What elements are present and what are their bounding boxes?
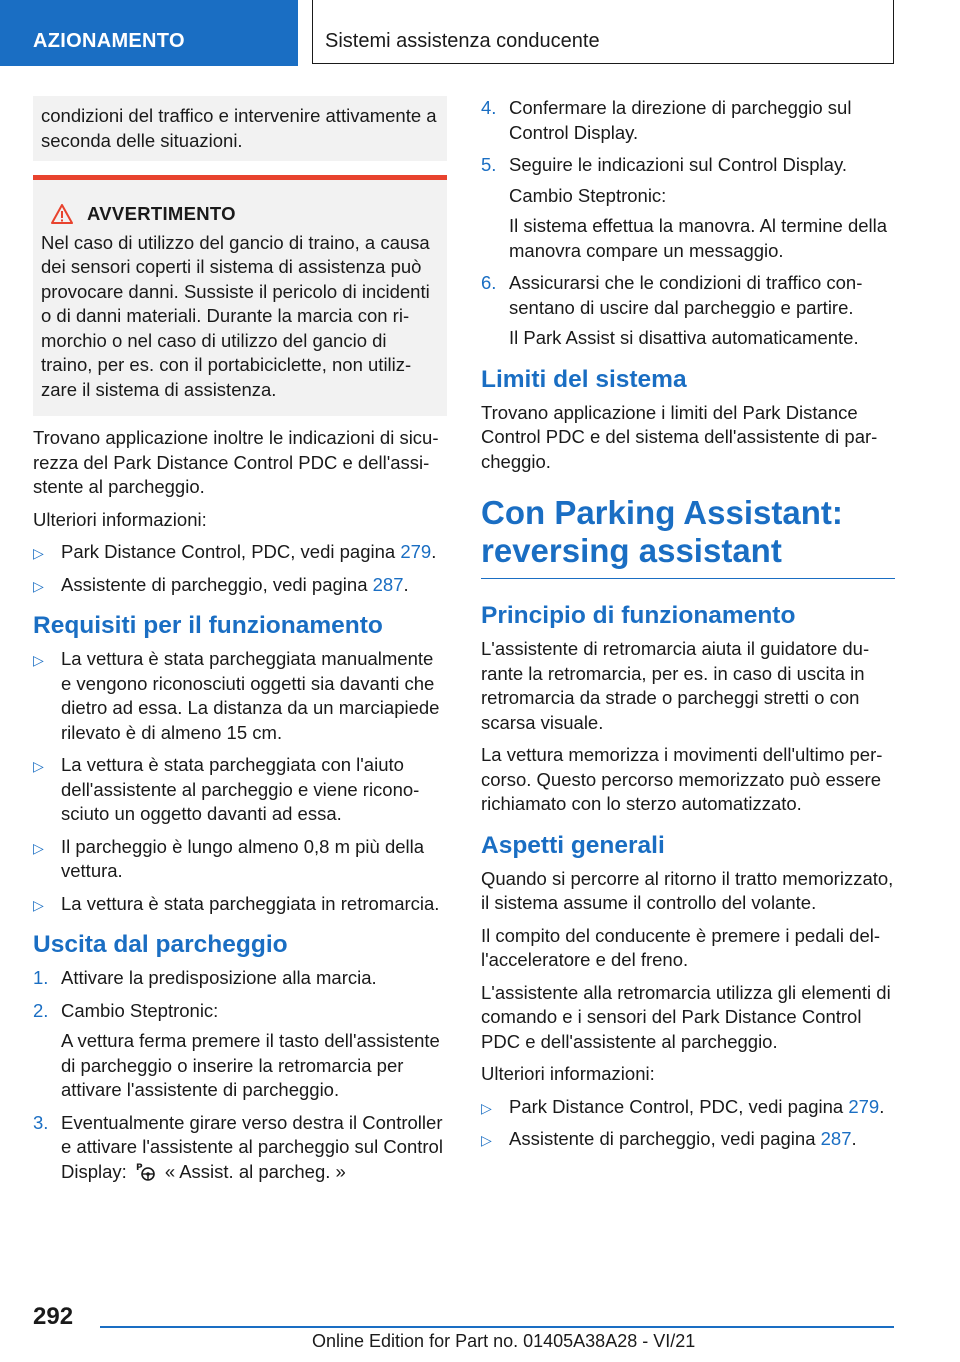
edition-note: Online Edition for Part no. 01405A38A28 - VI/21 [312, 1331, 696, 1351]
triangle-bullet-icon: ▷ [33, 577, 44, 594]
general-paragraph: L'assistente alla retromarcia utilizza gli elementi di comando e i sensori del Park Distance Control PDC e dell'assistente al parcheggio. [481, 981, 891, 1052]
step-item: 4. Confermare la direzione di parcheggio sul Control Display. [481, 97, 852, 143]
list-item: ▷ Assistente di parcheggio, vedi pagina 287. [481, 1127, 895, 1152]
general-paragraph: Quando si percorre al ritorno il tratto memorizzato, il sistema assume il controllo del volante. [481, 867, 894, 913]
triangle-bullet-icon: ▷ [33, 652, 44, 668]
step-item: 5. Seguire le indicazioni sul Control Display. Cambio Steptronic: Il sistema effettua la manovra. Al termine della manovra compare un messaggio. [481, 154, 888, 261]
limits-text: Trovano applicazione i limiti del Park Distance Control PDC e del sistema dell'assistente di parcheggio. [481, 401, 878, 472]
left-column [33, 96, 447, 1192]
triangle-bullet-icon: ▷ [33, 839, 44, 856]
page-link[interactable]: 287 [820, 1128, 852, 1149]
footer-divider [100, 1326, 894, 1328]
page-link[interactable]: 279 [400, 541, 432, 562]
svg-text:P: P [135, 1162, 143, 1173]
warning-box [33, 175, 447, 416]
right-column [481, 96, 895, 1160]
list-item: ▷ La vettura è stata parcheggiata con l'aiuto dell'assistente al parcheggio e viene riconosciuto un oggetto davanti ad essa. [33, 754, 420, 824]
requirements-heading: Requisiti per il funzionamento [33, 612, 383, 639]
more-info-label: Ulteriori informazioni: [33, 508, 207, 530]
page-link[interactable]: 287 [372, 573, 404, 595]
step-item: 1. Attivare la predisposizione alla marcia. [33, 967, 377, 988]
principle-paragraph: L'assistente di retromarcia aiuta il guidatore durante la retromarcia, per es. in caso di uscita in retromarcia da strade o parcheggi stretti o con scarsa visuale. [481, 638, 870, 733]
list-item: ▷ La vettura è stata parcheggiata in retromarcia. [33, 892, 447, 917]
exit-heading: Uscita dal parcheggio [33, 931, 288, 958]
section-tab [0, 0, 298, 66]
page-number: 292 [33, 1303, 74, 1330]
principle-heading: Principio di funzionamento [481, 602, 796, 629]
principle-paragraph: La vettura memorizza i movimenti dell'ultimo percorso. Questo percorso memorizzato può essere richiamato con lo sterzo automatizzato. [481, 744, 883, 814]
warning-text: Nel caso di utilizzo del gancio di traino, a causa dei sensori coperti il sistema di assistenza può provocare danni. Sussiste il pericolo di incidenti o di danni materiali. Durante la marcia con rimorchio o nel caso di utilizzo del gancio di traino, per es. con il portabiciclette, non utilizzare il sistema di assistenza. [41, 231, 430, 400]
warning-triangle-icon [51, 204, 73, 224]
limits-heading: Limiti del sistema [481, 365, 687, 393]
triangle-bullet-icon: ▷ [481, 1099, 492, 1116]
chapter-title: Sistemi assistenza conducente [325, 30, 600, 52]
reference-list [33, 540, 447, 597]
list-item: ▷ Park Distance Control, PDC, vedi pagina 279. [481, 1095, 895, 1120]
exit-steps-continued [481, 96, 895, 351]
step-item: 3. Eventualmente girare verso destra il Controller e attivare l'assistente al parcheggio sul Control Display: P « Assist. al parcheg. » [33, 1111, 443, 1182]
safety-intro: Trovano applicazione inoltre le indicazioni di sicurezza del Park Distance Control PDC e dell'assistente al parcheggio. [33, 427, 439, 497]
more-info-label: Ulteriori informazioni: [481, 1063, 655, 1084]
triangle-bullet-icon: ▷ [33, 896, 44, 913]
general-paragraph: Il compito del conducente è premere i pedali dell'acceleratore e del freno. [481, 924, 881, 970]
list-item: ▷ Il parcheggio è lungo almeno 0,8 m più della vettura. [33, 835, 425, 881]
step-item: 6. Assicurarsi che le condizioni di traffico consentano di uscire dal parcheggio e partire. Il Park Assist si disattiva automaticamente. [481, 272, 863, 348]
list-item: ▷ Assistente di parcheggio, vedi pagina 287. [33, 573, 447, 598]
list-item: ▷ La vettura è stata parcheggiata manualmente e vengono riconosciuti oggetti sia davanti che dietro ad essa. La distanza da un marciapiede rilevato è di almeno 15 cm. [33, 648, 440, 743]
section-heading: Con Parking Assistant: reversing assistant [481, 494, 895, 579]
general-heading: Aspetti generali [481, 831, 665, 859]
reference-list [481, 1095, 895, 1152]
warning-header [41, 202, 439, 227]
parking-assistant-icon [135, 1161, 157, 1181]
list-item: ▷ Park Distance Control, PDC, vedi pagina 279. [33, 540, 447, 565]
warning-title: AVVERTIMENTO [87, 203, 236, 224]
chapter-header [312, 0, 894, 64]
triangle-bullet-icon: ▷ [481, 1132, 492, 1148]
exit-steps [33, 966, 447, 1184]
page-link[interactable]: 279 [848, 1095, 880, 1117]
section-label: AZIONAMENTO [33, 30, 185, 52]
step-item: 2. Cambio Steptronic: A vettura ferma premere il tasto dell'assistente di parcheggio o inserire la retromarcia per attivare l'assistente di parcheggio. [33, 999, 440, 1100]
info-box [33, 96, 447, 161]
triangle-bullet-icon: ▷ [33, 545, 44, 561]
requirements-list [33, 647, 447, 916]
triangle-bullet-icon: ▷ [33, 758, 44, 774]
info-box-text: condizioni del traffico e intervenire attivamente a seconda delle situazioni. [41, 105, 437, 151]
